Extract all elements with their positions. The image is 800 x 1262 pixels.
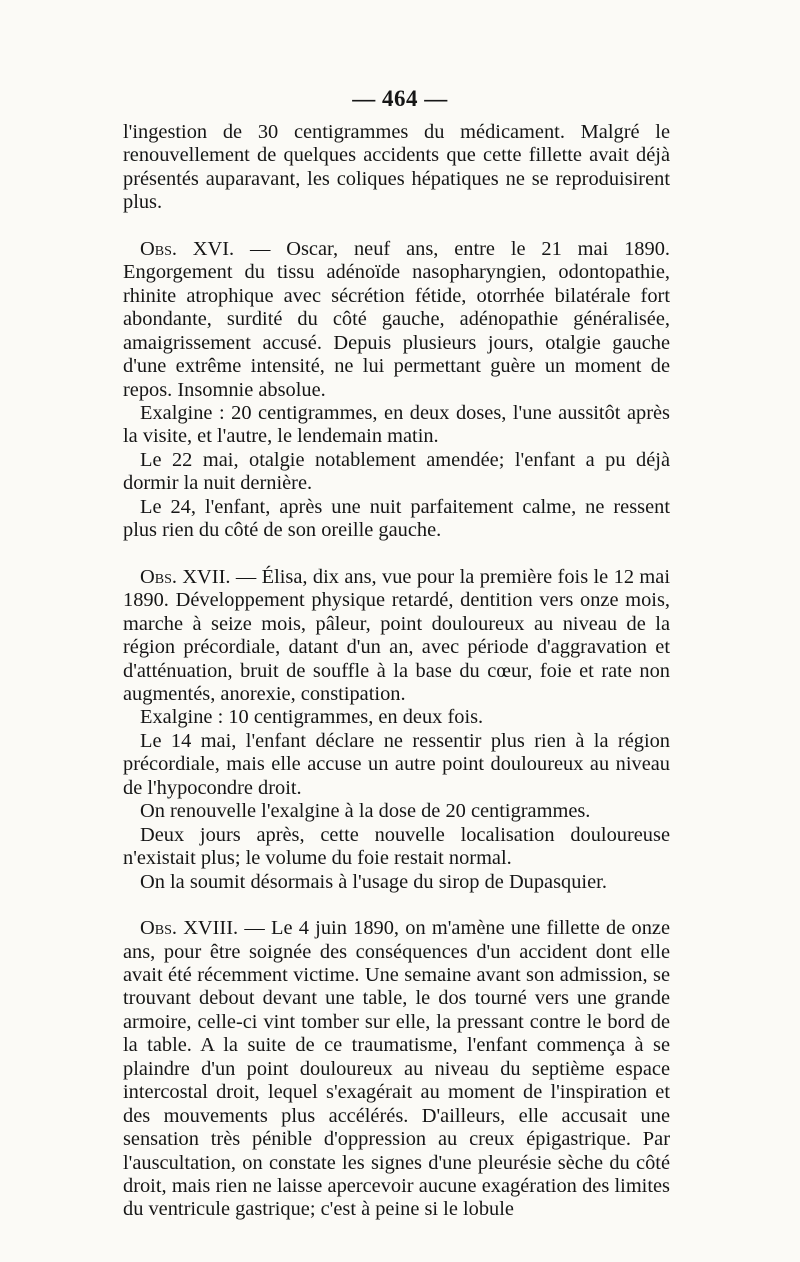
observation-intro: — Élisa, dix ans, vue pour la première fois le 12 mai 1890. Développement physique retardé, dentition vers onze mois, marche à seize mois, pâleur, point douloureux au niveau de la région précordiale, datant d'un an, avec période d'aggravation et d'atténuation, bruit de souffle à la base du cœur, foie et rate non augmentés, anorexie, constipation. bbox=[123, 565, 670, 705]
continuation-paragraph: l'ingestion de 30 centigrammes du médicament. Malgré le renouvellement de quelques accidents que cette fillette avait déjà présentés auparavant, les coliques hépatiques ne se reproduisirent plus. bbox=[123, 121, 670, 214]
paragraph: Le 24, l'enfant, après une nuit parfaitement calme, ne ressent plus rien du côté de son oreille gauche. bbox=[123, 495, 670, 542]
paragraph: On la soumit désormais à l'usage du sirop de Dupasquier. bbox=[140, 870, 607, 893]
paragraph: Exalgine : 20 centigrammes, en deux doses, l'une aussitôt après la visite, et l'autre, le lendemain matin. bbox=[123, 401, 670, 448]
observation-intro: — Oscar, neuf ans, entre le 21 mai 1890. Engorgement du tissu adénoïde nasopharyngien, odontopathie, rhinite atrophique avec sécrétion fétide, otorrhée bilatérale fort abondante, surdité du côté gauche, adénopathie généralisée, amaigrissement accusé. Depuis plusieurs jours, otalgie gauche d'une extrême intensité, ne lui permettant guère un moment de repos. Insomnie absolue. bbox=[123, 237, 670, 401]
paragraph: Exalgine : 10 centigrammes, en deux fois. bbox=[140, 706, 484, 729]
observation-label: Obs. XVIII. bbox=[140, 917, 239, 940]
observation-xviii bbox=[123, 917, 670, 1222]
observation-xvii bbox=[123, 566, 670, 707]
paragraph: Deux jours après, cette nouvelle localisation douloureuse n'existait plus; le volume du foie restait normal. bbox=[123, 823, 670, 870]
observation-intro: — Le 4 juin 1890, on m'amène une fillette de onze ans, pour être soignée des conséquences d'un accident dont elle avait été récemment victime. Une semaine avant son admission, se trouvant debout devant une table, le dos tourné vers une grande armoire, celle-ci vint tomber sur elle, la pressant contre le bord de la table. A la suite de ce traumatisme, l'enfant commença à se plaindre d'un point douloureux au niveau du septième espace intercostal droit, lequel s'exagérait au moment de l'inspiration et des mouvements plus accélérés. D'ailleurs, elle accusait une sensation très pénible d'oppression au creux épigastrique. Par l'auscultation, on constate les signes d'une pleurésie sèche du côté droit, mais rien ne laisse apercevoir aucune exagération des limites du ventricule gastrique; c'est à peine si le lobule bbox=[123, 917, 670, 1221]
observation-xvi bbox=[123, 238, 670, 402]
observation-label: Obs. XVI. bbox=[140, 237, 235, 260]
page-number: — 464 — bbox=[352, 86, 448, 111]
body-text bbox=[123, 121, 670, 1222]
paragraph: Le 14 mai, l'enfant déclare ne ressentir plus rien à la région précordiale, mais elle accuse un autre point douloureux au niveau de l'hypocondre droit. bbox=[123, 729, 670, 799]
observation-label: Obs. XVII. bbox=[140, 565, 231, 588]
paragraph: Le 22 mai, otalgie notablement amendée; l'enfant a pu déjà dormir la nuit dernière. bbox=[123, 448, 670, 495]
paragraph: On renouvelle l'exalgine à la dose de 20 centigrammes. bbox=[140, 800, 591, 823]
